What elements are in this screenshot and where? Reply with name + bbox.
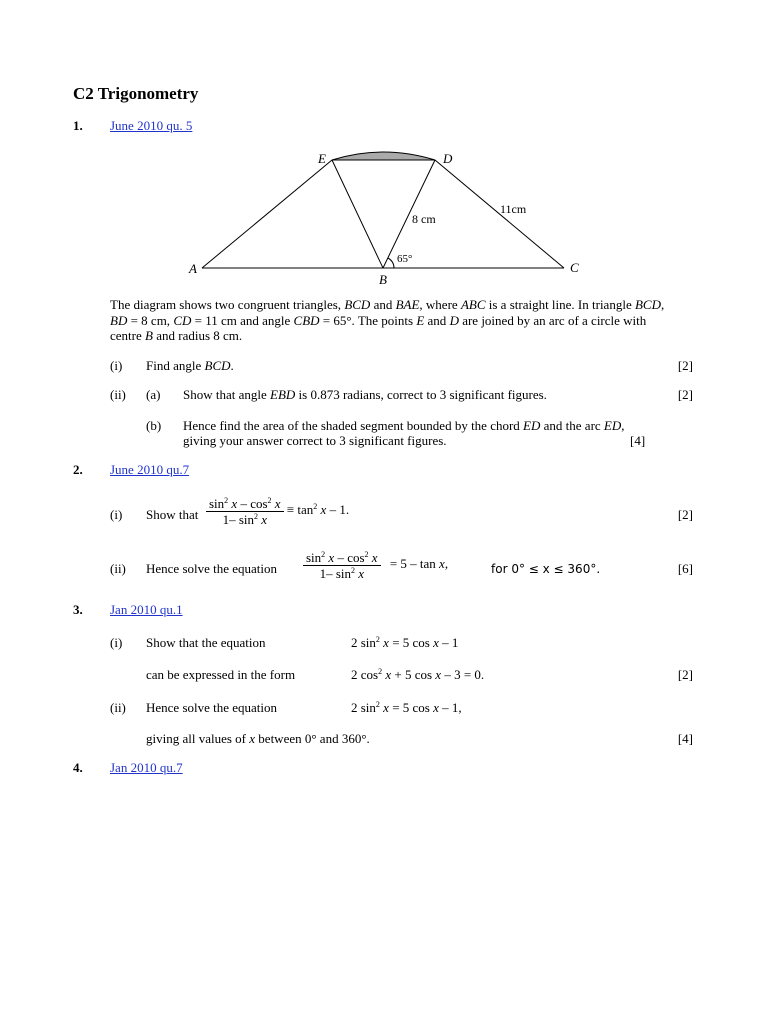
question-2-link[interactable]: June 2010 qu.7 [110,462,190,477]
q2-fraction-2 [303,550,381,581]
q3-equation-3: 2 $\sin^2 x = 5$ cos x – 1, [351,700,462,715]
q2-part-i-marks: [2] [677,507,693,522]
q3-part-ii-label: (ii) [110,700,126,715]
q1-part-b-marks: [4] [630,433,646,448]
triangle-diagram [180,145,600,290]
question-4-link[interactable]: Jan 2010 qu.7 [110,760,183,775]
label-e: E [318,151,326,166]
angle-arc [388,258,394,268]
fraction-denominator: 1– $\sin^2 x$ [222,512,268,527]
question-1-number: 1. [73,118,83,133]
q1-part-i-label: (i) [110,358,123,373]
q3-equation-1: 2 $\sin^2 x = 5$ cos x – 1 [351,635,459,650]
question-3-link[interactable]: Jan 2010 qu.1 [110,602,183,617]
q3-part-ii-text: Hence solve the equation [146,700,278,715]
equation-rhs: = 5 – tan x, [389,556,449,572]
q1-part-b-text-2: giving your answer correct to 3 significant figures. [183,433,447,448]
q2-part-ii-text: Hence solve the equation [146,561,278,576]
label-8cm: 8 cm [412,212,436,226]
q1-part-ii-label: (ii) [110,387,126,402]
q2-part-ii-label: (ii) [110,561,126,576]
q3-part-ii-text-2: giving all values of x between 0° and 360°. [146,731,370,746]
q3-part-i-marks: [2] [677,667,693,682]
label-65: 65° [397,253,413,265]
q1-part-i-text: Find angle BCD. [146,358,234,373]
fraction-numerator: $\sin^2 x - \cos^2 x$ [303,550,381,566]
question-1-link[interactable]: June 2010 qu. 5 [110,118,193,133]
question-2-number: 2. [73,462,83,477]
q3-part-i-label: (i) [110,635,123,650]
label-d: D [443,151,453,166]
line-ae [202,160,332,268]
question-3-number: 3. [73,602,83,617]
fraction-numerator: $\sin^2 x - \cos^2 x$ [206,496,284,512]
q3-part-i-text: Show that the equation [146,635,266,650]
question-1-stem: The diagram shows two congruent triangles, BCD and BAE, where ABC is a straight line. In triangle BCD, BD = 8 cm, CD = 11 cm and angle CBD = 65°. The points E and D are joined by an arc of a circle with centre B and radius 8 cm. [110,297,665,343]
page-title: C2 Trigonometry [73,84,199,103]
q1-part-a-text: Show that angle EBD is 0.873 radians, correct to 3 significant figures. [183,387,547,402]
q2-part-i-label: (i) [110,507,123,522]
q1-part-i-marks: [2] [677,358,693,373]
q2-part-ii-marks: [6] [677,561,693,576]
q1-part-b-label: (b) [146,418,162,433]
q2-range: for 0° ≤ x ≤ 360°. [491,562,601,576]
line-be [332,160,383,268]
fraction-denominator: 1– $\sin^2 x$ [319,566,365,581]
q3-part-ii-marks: [4] [677,731,693,746]
q1-part-b-text-1: Hence find the area of the shaded segment bounded by the chord ED and the arc ED, [183,418,625,433]
label-a: A [189,261,197,276]
label-11cm: 11cm [500,202,527,216]
label-c: C [570,260,579,275]
question-4-number: 4. [73,760,83,775]
shaded-segment [332,152,435,160]
q2-fraction-1 [206,496,284,527]
q3-form-text: can be expressed in the form [146,667,296,682]
q1-part-a-marks: [2] [677,387,693,402]
q3-equation-2: 2 $\cos^2 x + 5$ cos x – 3 = 0. [351,667,485,682]
label-b: B [379,272,387,287]
q2-identity [206,496,349,527]
identity-rhs: ≡ $\tan^2 x - 1$. [286,502,350,518]
q2-equation [303,550,448,581]
q2-part-i-text: Show that [146,507,199,522]
q1-part-a-label: (a) [146,387,161,402]
